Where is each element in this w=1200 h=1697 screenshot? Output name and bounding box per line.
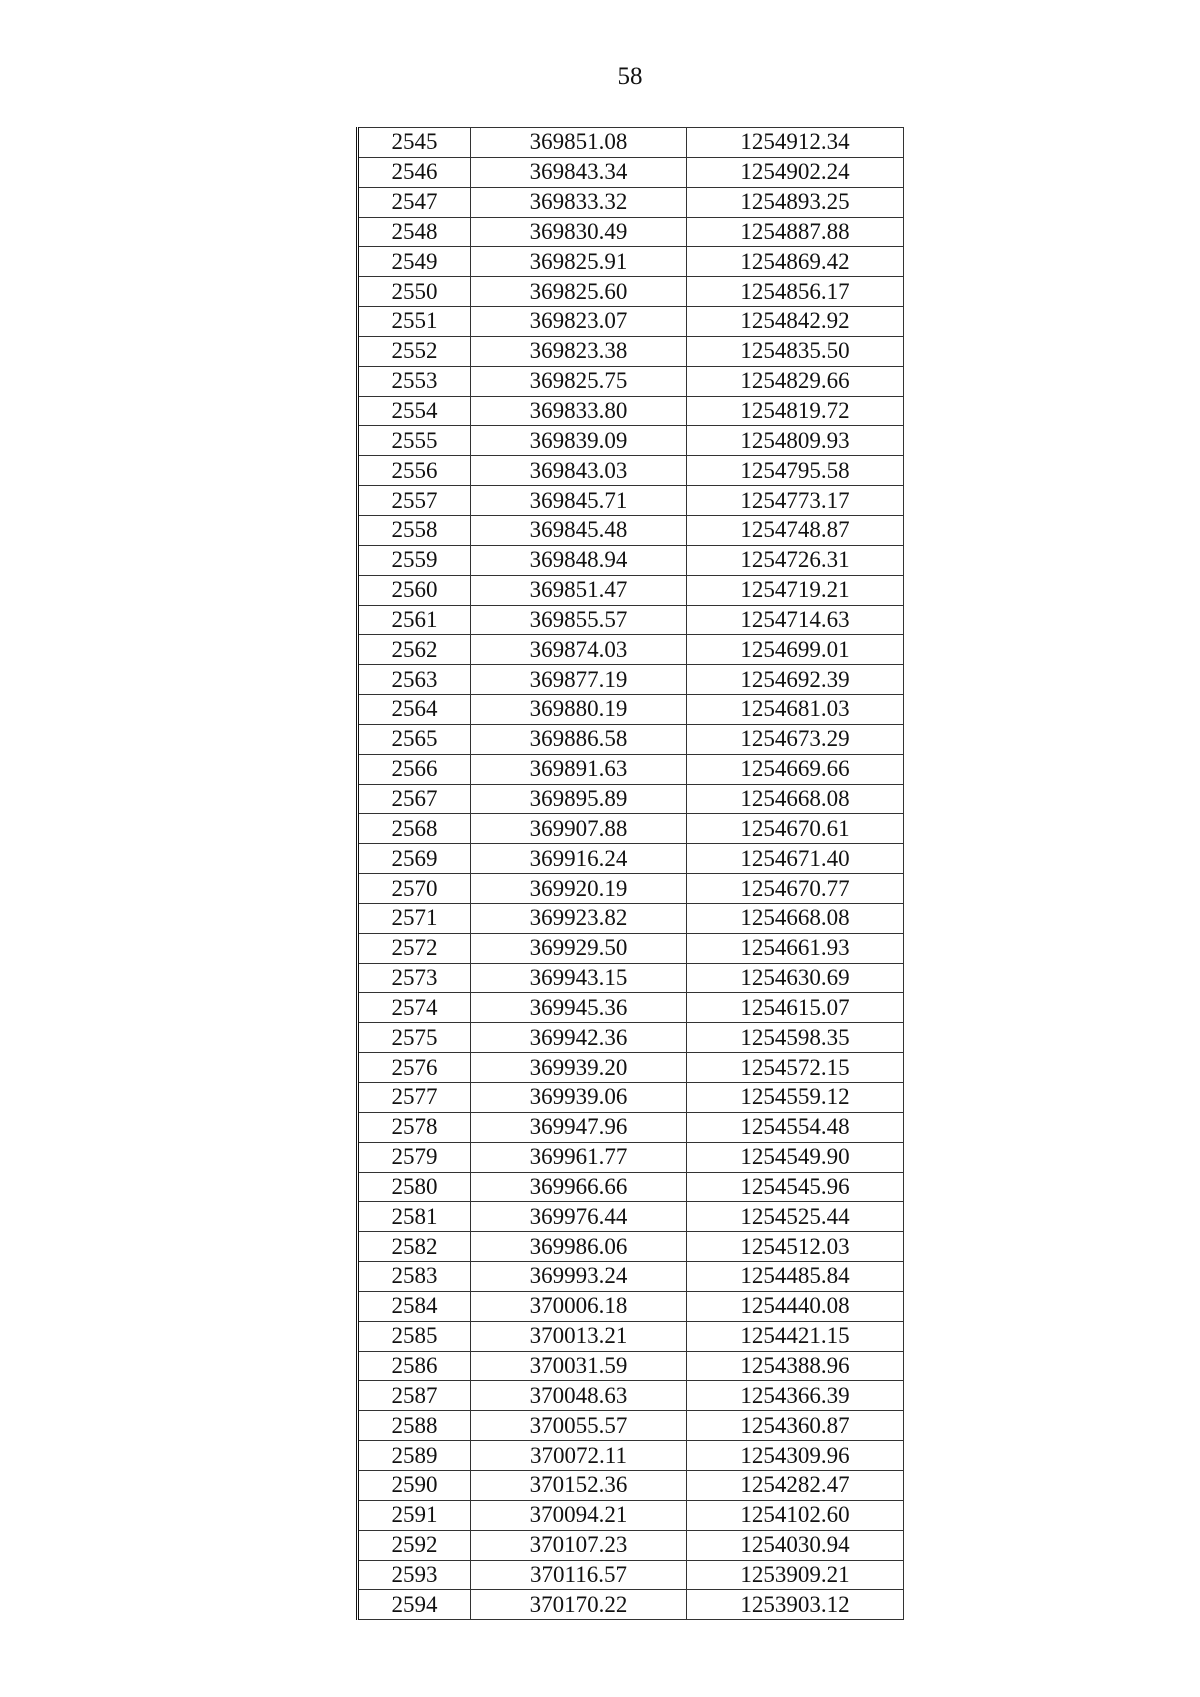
- point-number-cell: 2554: [358, 396, 471, 426]
- point-number-cell: 2545: [358, 128, 471, 158]
- table-row: [358, 1470, 904, 1500]
- x-coordinate-cell: 369945.36: [471, 993, 687, 1023]
- x-coordinate-cell: 369993.24: [471, 1262, 687, 1292]
- table-row: [358, 993, 904, 1023]
- x-coordinate-cell: 369891.63: [471, 754, 687, 784]
- point-number-cell: 2561: [358, 605, 471, 635]
- x-coordinate-cell: 369833.32: [471, 187, 687, 217]
- x-coordinate-cell: 369851.08: [471, 128, 687, 158]
- y-coordinate-cell: 1254525.44: [687, 1202, 904, 1232]
- point-number-cell: 2582: [358, 1232, 471, 1262]
- x-coordinate-cell: 370013.21: [471, 1321, 687, 1351]
- table-row: [358, 277, 904, 307]
- point-number-cell: 2594: [358, 1590, 471, 1620]
- y-coordinate-cell: 1254856.17: [687, 277, 904, 307]
- table-row: [358, 1142, 904, 1172]
- y-coordinate-cell: 1254572.15: [687, 1053, 904, 1083]
- table-row: [358, 426, 904, 456]
- y-coordinate-cell: 1254809.93: [687, 426, 904, 456]
- x-coordinate-cell: 369845.71: [471, 486, 687, 516]
- table-row: [358, 1560, 904, 1590]
- table-row: [358, 724, 904, 754]
- x-coordinate-cell: 369961.77: [471, 1142, 687, 1172]
- point-number-cell: 2559: [358, 545, 471, 575]
- y-coordinate-cell: 1254671.40: [687, 844, 904, 874]
- y-coordinate-cell: 1254554.48: [687, 1112, 904, 1142]
- table-row: [358, 814, 904, 844]
- y-coordinate-cell: 1254282.47: [687, 1470, 904, 1500]
- table-row: [358, 844, 904, 874]
- y-coordinate-cell: 1254902.24: [687, 157, 904, 187]
- x-coordinate-cell: 369943.15: [471, 963, 687, 993]
- point-number-cell: 2560: [358, 575, 471, 605]
- x-coordinate-cell: 369886.58: [471, 724, 687, 754]
- y-coordinate-cell: 1254795.58: [687, 456, 904, 486]
- point-number-cell: 2570: [358, 874, 471, 904]
- point-number-cell: 2585: [358, 1321, 471, 1351]
- point-number-cell: 2578: [358, 1112, 471, 1142]
- y-coordinate-cell: 1254366.39: [687, 1381, 904, 1411]
- y-coordinate-cell: 1254309.96: [687, 1441, 904, 1471]
- y-coordinate-cell: 1254102.60: [687, 1500, 904, 1530]
- x-coordinate-cell: 369976.44: [471, 1202, 687, 1232]
- table-row: [358, 456, 904, 486]
- point-number-cell: 2558: [358, 515, 471, 545]
- y-coordinate-cell: 1254842.92: [687, 307, 904, 337]
- y-coordinate-cell: 1254699.01: [687, 635, 904, 665]
- y-coordinate-cell: 1254893.25: [687, 187, 904, 217]
- x-coordinate-cell: 370116.57: [471, 1560, 687, 1590]
- point-number-cell: 2566: [358, 754, 471, 784]
- point-number-cell: 2557: [358, 486, 471, 516]
- point-number-cell: 2577: [358, 1083, 471, 1113]
- point-number-cell: 2583: [358, 1262, 471, 1292]
- y-coordinate-cell: 1254545.96: [687, 1172, 904, 1202]
- point-number-cell: 2565: [358, 724, 471, 754]
- table-row: [358, 933, 904, 963]
- point-number-cell: 2567: [358, 784, 471, 814]
- y-coordinate-cell: 1254388.96: [687, 1351, 904, 1381]
- x-coordinate-cell: 369843.03: [471, 456, 687, 486]
- table-row: [358, 1500, 904, 1530]
- x-coordinate-cell: 370170.22: [471, 1590, 687, 1620]
- table-row: [358, 605, 904, 635]
- table-row: [358, 874, 904, 904]
- point-number-cell: 2572: [358, 933, 471, 963]
- point-number-cell: 2573: [358, 963, 471, 993]
- point-number-cell: 2562: [358, 635, 471, 665]
- table-row: [358, 128, 904, 158]
- x-coordinate-cell: 369920.19: [471, 874, 687, 904]
- table-row: [358, 1441, 904, 1471]
- table-row: [358, 1530, 904, 1560]
- x-coordinate-cell: 370055.57: [471, 1411, 687, 1441]
- table-row: [358, 217, 904, 247]
- y-coordinate-cell: 1254714.63: [687, 605, 904, 635]
- table-row: [358, 1321, 904, 1351]
- x-coordinate-cell: 369923.82: [471, 903, 687, 933]
- x-coordinate-cell: 369947.96: [471, 1112, 687, 1142]
- table-row: [358, 1232, 904, 1262]
- x-coordinate-cell: 369851.47: [471, 575, 687, 605]
- y-coordinate-cell: 1254661.93: [687, 933, 904, 963]
- x-coordinate-cell: 370031.59: [471, 1351, 687, 1381]
- x-coordinate-cell: 369825.91: [471, 247, 687, 277]
- table-row: [358, 1411, 904, 1441]
- point-number-cell: 2592: [358, 1530, 471, 1560]
- point-number-cell: 2568: [358, 814, 471, 844]
- point-number-cell: 2580: [358, 1172, 471, 1202]
- y-coordinate-cell: 1254670.77: [687, 874, 904, 904]
- x-coordinate-cell: 369843.34: [471, 157, 687, 187]
- y-coordinate-cell: 1254887.88: [687, 217, 904, 247]
- table-row: [358, 635, 904, 665]
- point-number-cell: 2587: [358, 1381, 471, 1411]
- table-row: [358, 754, 904, 784]
- point-number-cell: 2564: [358, 695, 471, 725]
- y-coordinate-cell: 1254668.08: [687, 903, 904, 933]
- x-coordinate-cell: 370048.63: [471, 1381, 687, 1411]
- table-row: [358, 1083, 904, 1113]
- table-row: [358, 157, 904, 187]
- table-row: [358, 366, 904, 396]
- table-row: [358, 1053, 904, 1083]
- y-coordinate-cell: 1254673.29: [687, 724, 904, 754]
- y-coordinate-cell: 1254869.42: [687, 247, 904, 277]
- y-coordinate-cell: 1254440.08: [687, 1291, 904, 1321]
- table-row: [358, 695, 904, 725]
- x-coordinate-cell: 369966.66: [471, 1172, 687, 1202]
- point-number-cell: 2576: [358, 1053, 471, 1083]
- point-number-cell: 2584: [358, 1291, 471, 1321]
- table-row: [358, 396, 904, 426]
- y-coordinate-cell: 1254719.21: [687, 575, 904, 605]
- y-coordinate-cell: 1254681.03: [687, 695, 904, 725]
- point-number-cell: 2555: [358, 426, 471, 456]
- y-coordinate-cell: 1254669.66: [687, 754, 904, 784]
- x-coordinate-cell: 369986.06: [471, 1232, 687, 1262]
- table-row: [358, 1291, 904, 1321]
- x-coordinate-cell: 369825.75: [471, 366, 687, 396]
- point-number-cell: 2593: [358, 1560, 471, 1590]
- x-coordinate-cell: 369929.50: [471, 933, 687, 963]
- point-number-cell: 2550: [358, 277, 471, 307]
- x-coordinate-cell: 370094.21: [471, 1500, 687, 1530]
- y-coordinate-cell: 1254030.94: [687, 1530, 904, 1560]
- table-row: [358, 963, 904, 993]
- table-row: [358, 1112, 904, 1142]
- table-row: [358, 545, 904, 575]
- point-number-cell: 2553: [358, 366, 471, 396]
- table-body: [358, 128, 904, 1620]
- table-row: [358, 1023, 904, 1053]
- y-coordinate-cell: 1254421.15: [687, 1321, 904, 1351]
- x-coordinate-cell: 369895.89: [471, 784, 687, 814]
- table-row: [358, 336, 904, 366]
- y-coordinate-cell: 1254829.66: [687, 366, 904, 396]
- x-coordinate-cell: 369823.07: [471, 307, 687, 337]
- y-coordinate-cell: 1254630.69: [687, 963, 904, 993]
- y-coordinate-cell: 1254512.03: [687, 1232, 904, 1262]
- y-coordinate-cell: 1254912.34: [687, 128, 904, 158]
- table-row: [358, 665, 904, 695]
- x-coordinate-cell: 369880.19: [471, 695, 687, 725]
- coordinates-table: [356, 127, 904, 1620]
- y-coordinate-cell: 1254748.87: [687, 515, 904, 545]
- point-number-cell: 2547: [358, 187, 471, 217]
- y-coordinate-cell: 1253909.21: [687, 1560, 904, 1590]
- y-coordinate-cell: 1254559.12: [687, 1083, 904, 1113]
- point-number-cell: 2548: [358, 217, 471, 247]
- table-row: [358, 307, 904, 337]
- x-coordinate-cell: 369939.06: [471, 1083, 687, 1113]
- page-number: 58: [617, 63, 643, 90]
- table-row: [358, 187, 904, 217]
- point-number-cell: 2549: [358, 247, 471, 277]
- x-coordinate-cell: 369833.80: [471, 396, 687, 426]
- x-coordinate-cell: 369839.09: [471, 426, 687, 456]
- point-number-cell: 2586: [358, 1351, 471, 1381]
- x-coordinate-cell: 369877.19: [471, 665, 687, 695]
- x-coordinate-cell: 369942.36: [471, 1023, 687, 1053]
- x-coordinate-cell: 370072.11: [471, 1441, 687, 1471]
- point-number-cell: 2574: [358, 993, 471, 1023]
- y-coordinate-cell: 1254598.35: [687, 1023, 904, 1053]
- y-coordinate-cell: 1254692.39: [687, 665, 904, 695]
- table-row: [358, 903, 904, 933]
- point-number-cell: 2569: [358, 844, 471, 874]
- y-coordinate-cell: 1254615.07: [687, 993, 904, 1023]
- point-number-cell: 2571: [358, 903, 471, 933]
- table-row: [358, 784, 904, 814]
- y-coordinate-cell: 1254485.84: [687, 1262, 904, 1292]
- x-coordinate-cell: 369848.94: [471, 545, 687, 575]
- x-coordinate-cell: 369907.88: [471, 814, 687, 844]
- point-number-cell: 2552: [358, 336, 471, 366]
- point-number-cell: 2551: [358, 307, 471, 337]
- y-coordinate-cell: 1254670.61: [687, 814, 904, 844]
- x-coordinate-cell: 369825.60: [471, 277, 687, 307]
- table-row: [358, 1351, 904, 1381]
- y-coordinate-cell: 1254360.87: [687, 1411, 904, 1441]
- y-coordinate-cell: 1254668.08: [687, 784, 904, 814]
- x-coordinate-cell: 369855.57: [471, 605, 687, 635]
- y-coordinate-cell: 1253903.12: [687, 1590, 904, 1620]
- point-number-cell: 2591: [358, 1500, 471, 1530]
- x-coordinate-cell: 369916.24: [471, 844, 687, 874]
- point-number-cell: 2546: [358, 157, 471, 187]
- x-coordinate-cell: 369939.20: [471, 1053, 687, 1083]
- point-number-cell: 2581: [358, 1202, 471, 1232]
- table-row: [358, 1381, 904, 1411]
- point-number-cell: 2589: [358, 1441, 471, 1471]
- table-row: [358, 1590, 904, 1620]
- y-coordinate-cell: 1254819.72: [687, 396, 904, 426]
- table-row: [358, 247, 904, 277]
- point-number-cell: 2556: [358, 456, 471, 486]
- y-coordinate-cell: 1254773.17: [687, 486, 904, 516]
- y-coordinate-cell: 1254726.31: [687, 545, 904, 575]
- x-coordinate-cell: 370006.18: [471, 1291, 687, 1321]
- y-coordinate-cell: 1254835.50: [687, 336, 904, 366]
- point-number-cell: 2579: [358, 1142, 471, 1172]
- point-number-cell: 2575: [358, 1023, 471, 1053]
- table-row: [358, 515, 904, 545]
- x-coordinate-cell: 369874.03: [471, 635, 687, 665]
- table-row: [358, 1202, 904, 1232]
- table-row: [358, 1172, 904, 1202]
- x-coordinate-cell: 370152.36: [471, 1470, 687, 1500]
- x-coordinate-cell: 369830.49: [471, 217, 687, 247]
- x-coordinate-cell: 369823.38: [471, 336, 687, 366]
- point-number-cell: 2590: [358, 1470, 471, 1500]
- x-coordinate-cell: 369845.48: [471, 515, 687, 545]
- x-coordinate-cell: 370107.23: [471, 1530, 687, 1560]
- table-row: [358, 486, 904, 516]
- point-number-cell: 2588: [358, 1411, 471, 1441]
- table-row: [358, 575, 904, 605]
- table-row: [358, 1262, 904, 1292]
- y-coordinate-cell: 1254549.90: [687, 1142, 904, 1172]
- point-number-cell: 2563: [358, 665, 471, 695]
